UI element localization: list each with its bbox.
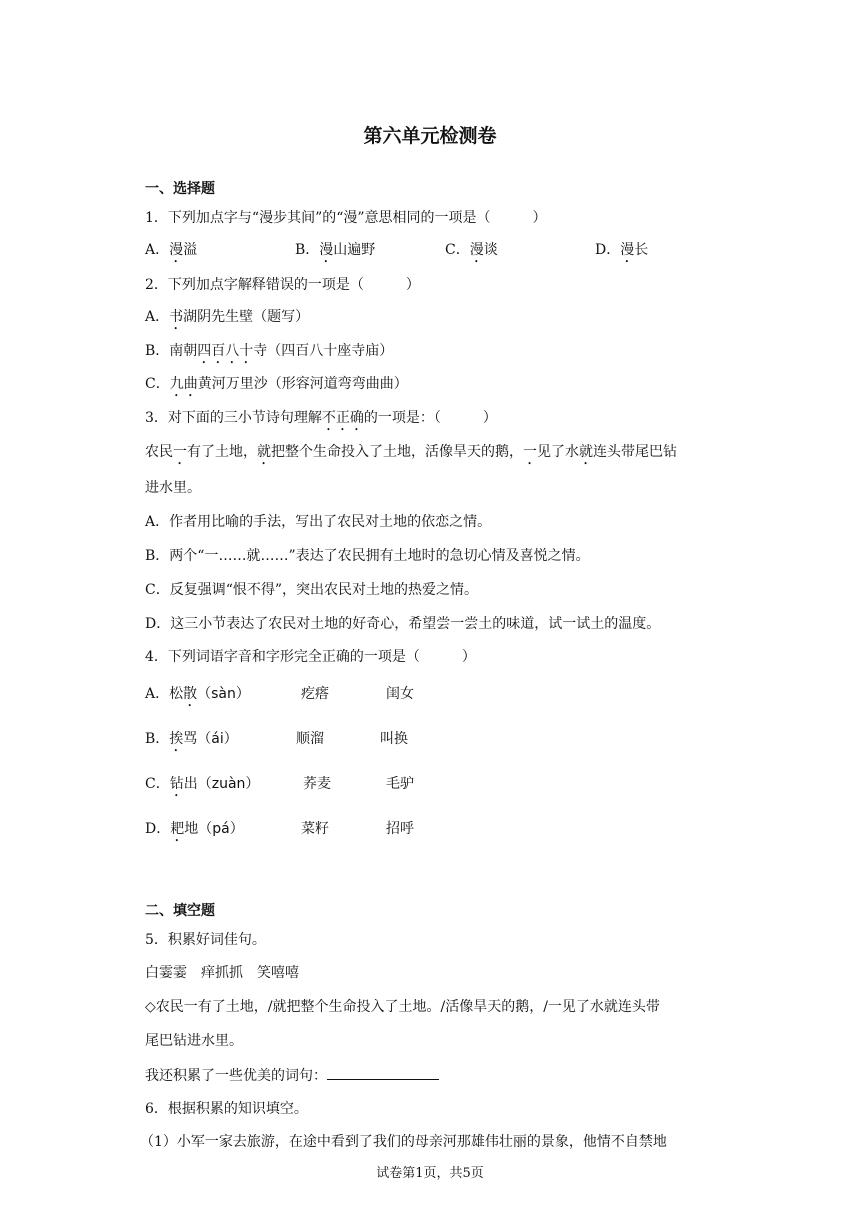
- q1-option-c[interactable]: C．漫谈: [445, 242, 498, 258]
- q4-option-a[interactable]: A．松散（sàn）: [145, 686, 250, 702]
- q4-b-word-3: 叫换: [380, 731, 408, 747]
- question-3-stem: 3．对下面的三小节诗句理解不正确的一项是：（ ）: [145, 410, 497, 426]
- q1-option-d[interactable]: D．漫长: [595, 242, 649, 258]
- q4-a-word-3: 闺女: [386, 686, 414, 702]
- q4-c-word-3: 毛驴: [386, 776, 414, 792]
- q1-option-b[interactable]: B．漫山遍野: [295, 242, 376, 258]
- question-6-stem: 6．根据积累的知识填空。: [145, 1101, 308, 1117]
- q3-poem-line-2: 进水里。: [145, 480, 201, 496]
- q2-option-b[interactable]: B．南朝四百八十寺（四百八十座寺庙）: [145, 343, 394, 359]
- q3-option-b[interactable]: B．两个“一……就……”表达了农民拥有土地时的急切心情及喜悦之情。: [145, 548, 590, 564]
- q2-option-c[interactable]: C．九曲黄河万里沙（形容河道弯弯曲曲）: [145, 376, 408, 392]
- q4-option-c[interactable]: C．钻出（zuàn）: [145, 776, 260, 792]
- q4-d-word-3: 招呼: [386, 821, 414, 837]
- section-heading-choice: 一、选择题: [145, 181, 215, 197]
- q5-words: 白霎霎 痒抓抓 笑嘻嘻: [145, 965, 299, 981]
- q3-option-a[interactable]: A．作者用比喻的手法，写出了农民对土地的依恋之情。: [145, 514, 492, 530]
- q2-option-a[interactable]: A．书湖阴先生壁（题写）: [145, 309, 310, 325]
- q4-option-b[interactable]: B．挨骂（ái）: [145, 731, 238, 747]
- q3-option-d[interactable]: D．这三小节表达了农民对土地的好奇心，希望尝一尝土的味道，试一试土的温度。: [145, 616, 661, 632]
- q5-answer-line[interactable]: 我还积累了一些优美的词句：: [145, 1065, 439, 1086]
- section-heading-fill: 二、填空题: [145, 903, 215, 919]
- question-1-stem: 1．下列加点字与“漫步其间”的“漫”意思相同的一项是（ ）: [145, 210, 547, 226]
- question-4-stem: 4．下列词语字音和字形完全正确的一项是（ ）: [145, 649, 476, 665]
- question-5-stem: 5．积累好词佳句。: [145, 932, 266, 948]
- q4-option-d[interactable]: D．耙地（pá）: [145, 821, 244, 837]
- q3-poem-line-1: 农民一有了土地，就把整个生命投入了土地，活像旱天的鹅，一见了水就连头带尾巴钻: [145, 444, 677, 460]
- q4-c-word-2: 荞麦: [303, 776, 331, 792]
- q6-sub-1: （1）小军一家去旅游，在途中看到了我们的母亲河那雄伟壮丽的景象，他情不自禁地: [140, 1134, 667, 1150]
- page-footer: 试卷第1页，共5页: [376, 1166, 484, 1181]
- q5-sentence-line-1: ◇农民一有了土地，/就把整个生命投入了土地。/活像旱天的鹅，/一见了水就连头带: [145, 999, 660, 1015]
- q4-b-word-2: 顺溜: [296, 731, 324, 747]
- q4-d-word-2: 菜籽: [301, 821, 329, 837]
- question-2-stem: 2．下列加点字解释错误的一项是（ ）: [145, 277, 420, 293]
- q1-option-a[interactable]: A．漫溢: [145, 242, 198, 258]
- q4-a-word-2: 疙瘩: [301, 686, 329, 702]
- q3-option-c[interactable]: C．反复强调“恨不得”，突出农民对土地的热爱之情。: [145, 582, 479, 598]
- answer-blank[interactable]: [327, 1065, 439, 1080]
- page-title: 第六单元检测卷: [363, 125, 497, 147]
- q5-sentence-line-2: 尾巴钻进水里。: [145, 1033, 243, 1049]
